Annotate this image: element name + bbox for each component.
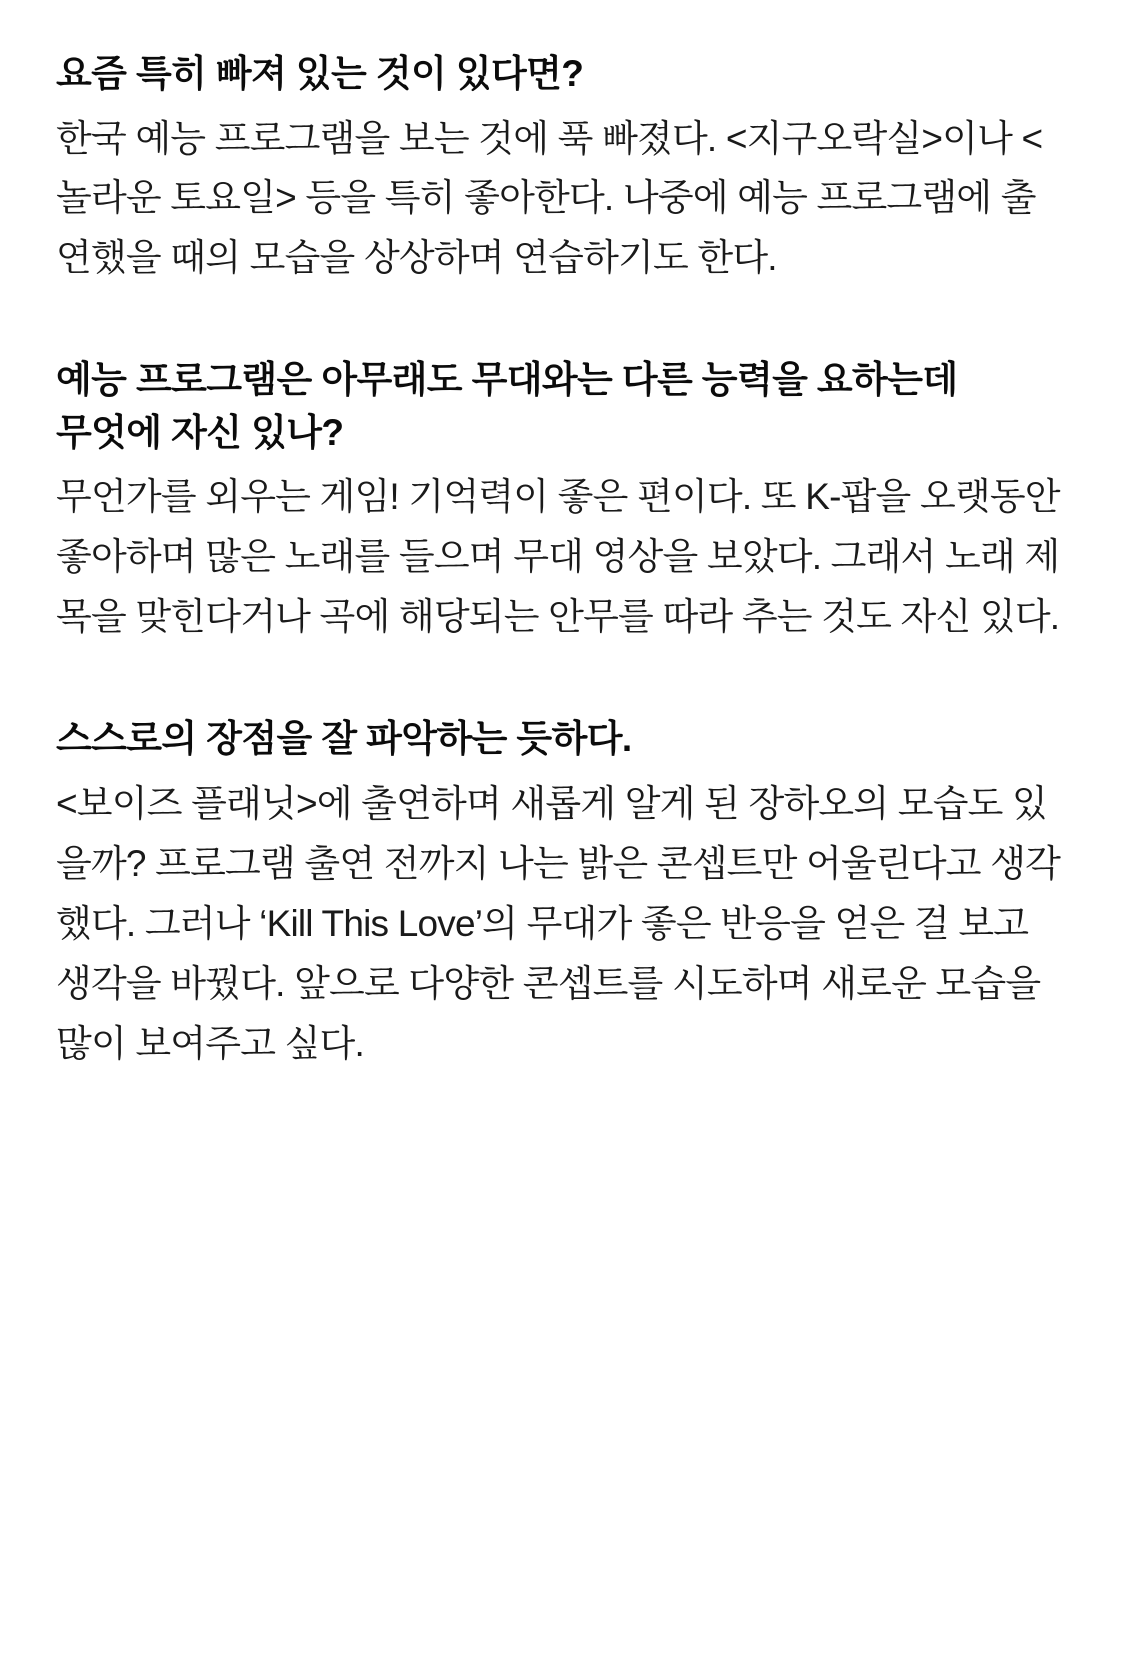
question-heading-2: 예능 프로그램은 아무래도 무대와는 다른 능력을 요하는데 무엇에 자신 있나? (56, 359, 958, 453)
answer-paragraph-1: 한국 예능 프로그램을 보는 것에 푹 빠졌다. <지구오락실>이나 <놀라운 토요일> 등을 특히 좋아한다. 나중에 예능 프로그램에 출연했을 때의 모습을 상상하며 연습하기도 한다. (56, 117, 1043, 279)
answer-paragraph-2: 무언가를 외우는 게임! 기억력이 좋은 편이다. 또 K-팝을 오랫동안 좋아하며 많은 노래를 들으며 무대 영상을 보았다. 그래서 노래 제목을 맞힌다거나 곡에 해당되는 안무를 따라 추는 것도 자신 있다. (56, 476, 1060, 638)
answer-paragraph-3: <보이즈 플래닛>에 출연하며 새롭게 알게 된 장하오의 모습도 있을까? 프로그램 출연 전까지 나는 밝은 콘셉트만 어울린다고 생각했다. 그러나 ‘Kill This Love’의 무대가 좋은 반응을 얻은 걸 보고 생각을 바꿨다. 앞으로 다양한 콘셉트를 시도하며 새로운 모습을 많이 보여주고 싶다. (56, 782, 1061, 1064)
qa-block-3 (56, 713, 1069, 1073)
qa-block-2 (56, 354, 1069, 647)
qa-block-1 (56, 48, 1069, 288)
question-heading-1: 요즘 특히 빠져 있는 것이 있다면? (56, 53, 584, 94)
question-heading-3: 스스로의 장점을 잘 파악하는 듯하다. (56, 718, 632, 760)
